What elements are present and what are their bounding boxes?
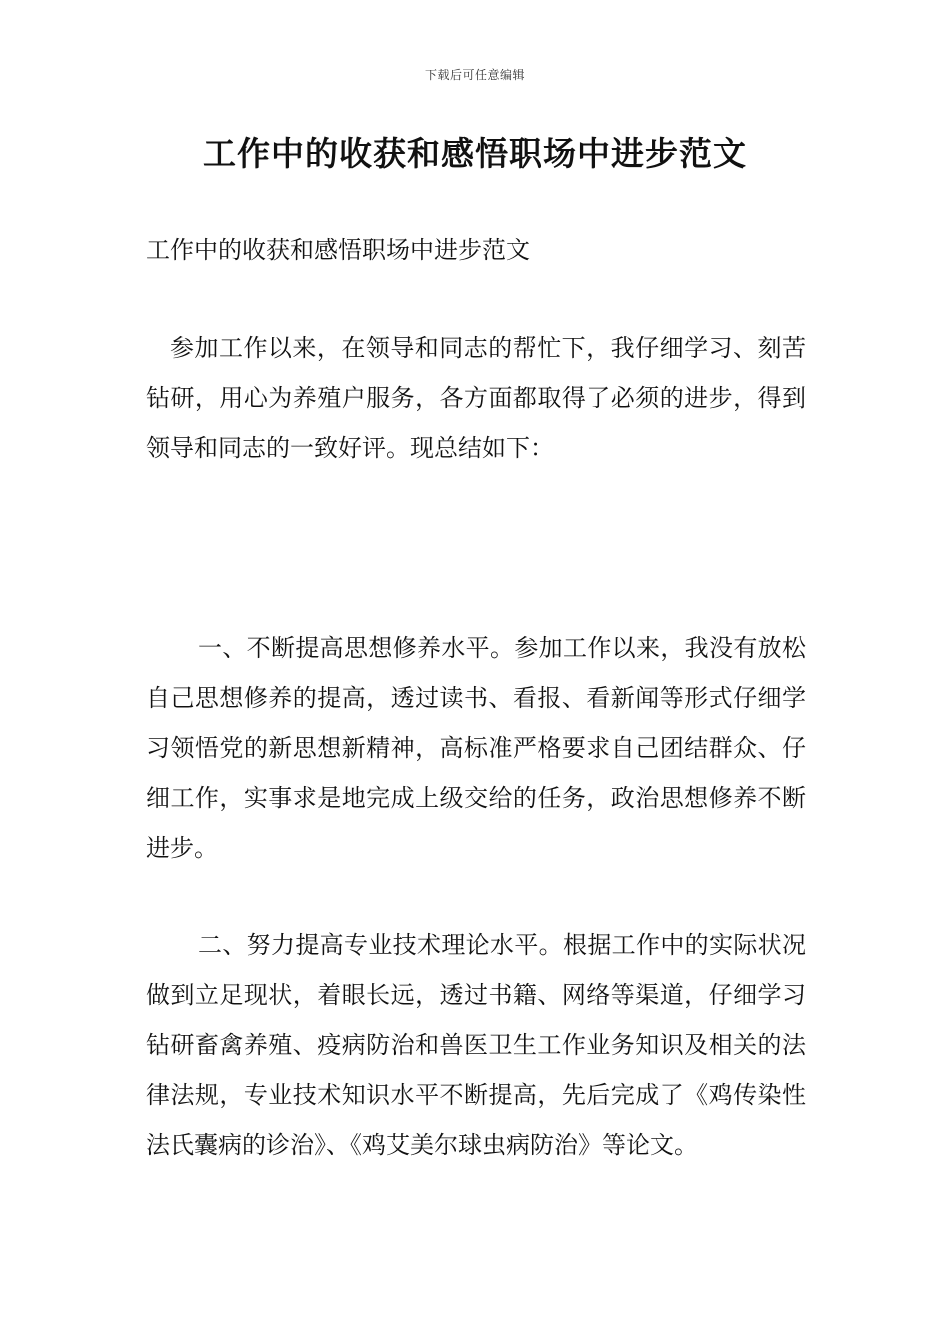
paragraph-section-1: 一、不断提高思想修养水平。参加工作以来，我没有放松自己思想修养的提高，透过读书、看报、看新闻等形式仔细学习领悟党的新思想新精神，高标准严格要求自己团结群众、仔细工作，实事求是地完成上级交给的任务，政治思想修养不断进步。	[146, 634, 806, 862]
paragraph-section-2: 二、努力提高专业技术理论水平。根据工作中的实际状况做到立足现状，着眼长远，透过书籍、网络等渠道，仔细学习钻研畜禽养殖、疫病防治和兽医卫生工作业务知识及相关的法律法规，专业技术知识水平不断提高，先后完成了《鸡传染性法氏囊病的诊治》、《鸡艾美尔球虫病防治》等论文。	[146, 931, 806, 1159]
document-subtitle: 工作中的收获和感悟职场中进步范文	[146, 236, 530, 264]
paragraph-intro: 参加工作以来，在领导和同志的帮忙下，我仔细学习、刻苦钻研，用心为养殖户服务，各方面都取得了必须的进步，得到领导和同志的一致好评。现总结如下：	[146, 334, 806, 462]
document-title: 工作中的收获和感悟职场中进步范文	[203, 134, 747, 173]
header-note: 下载后可任意编辑	[424, 68, 525, 82]
